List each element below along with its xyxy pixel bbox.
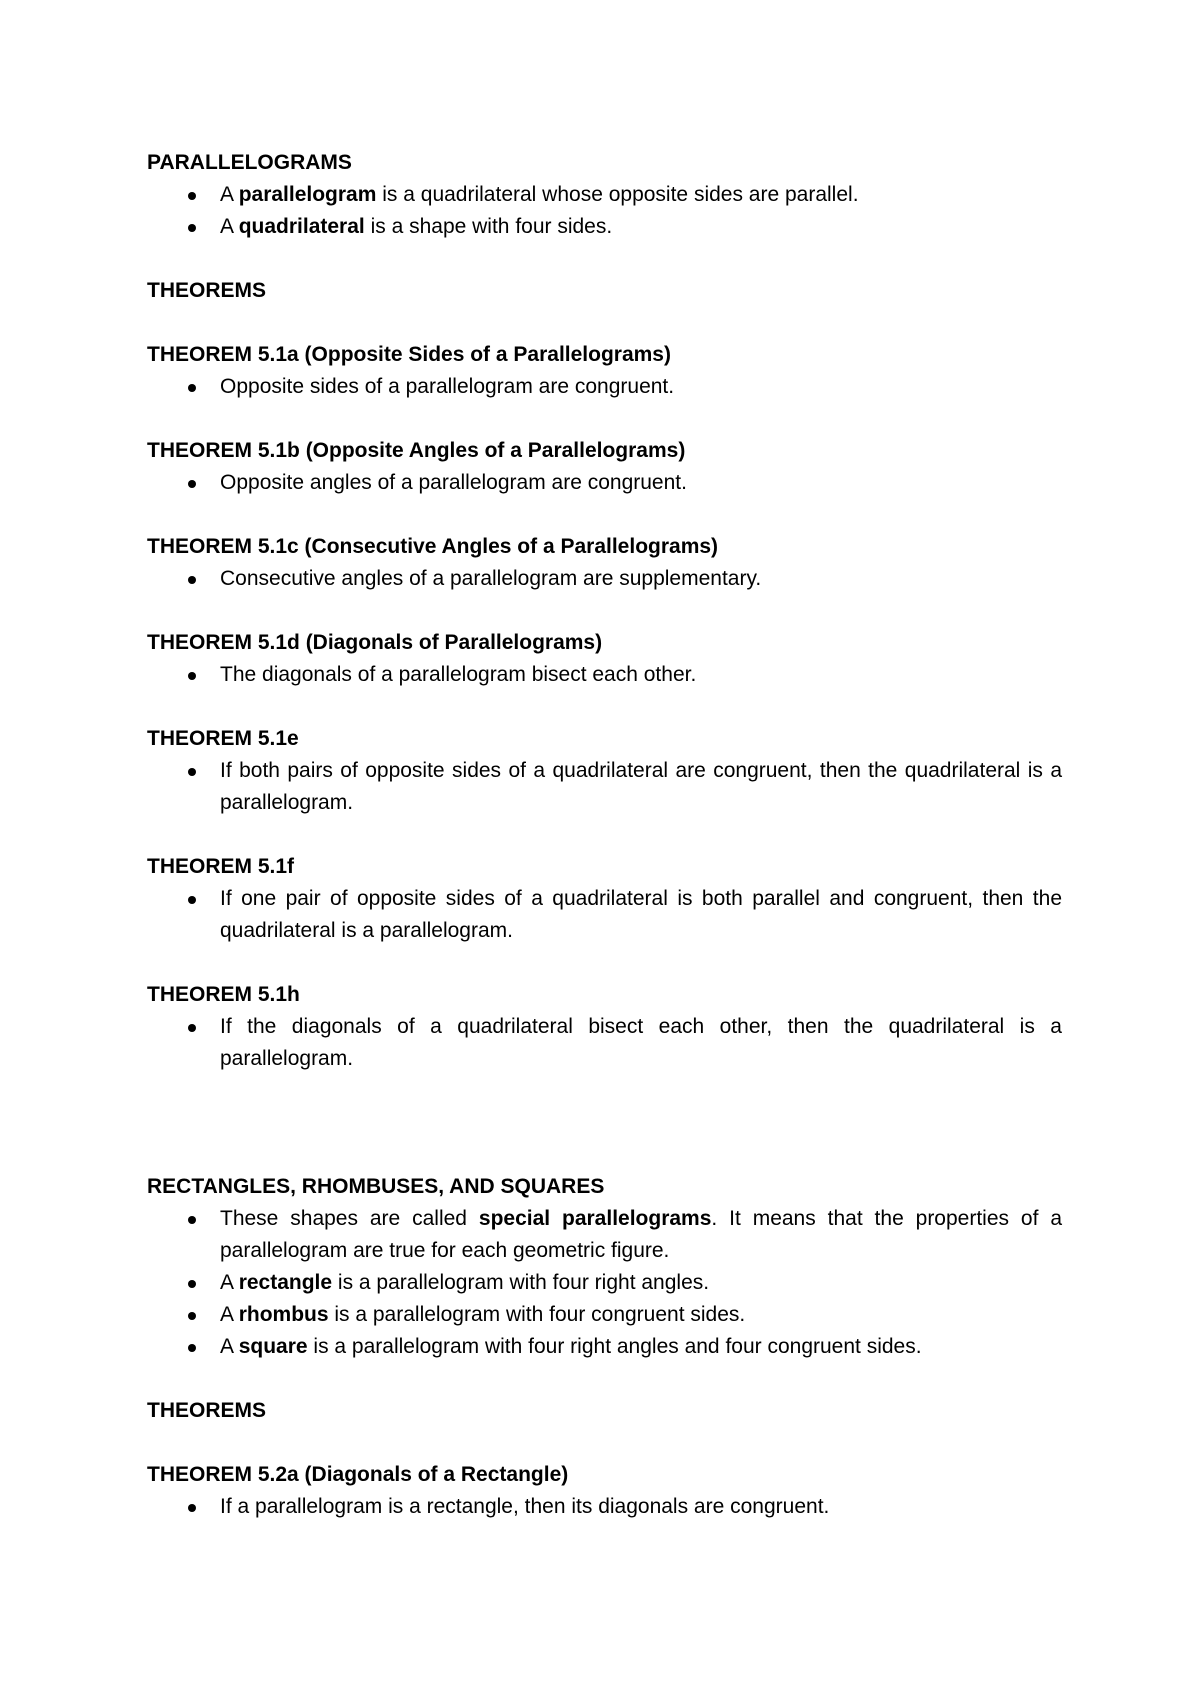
theorem-statement: If one pair of opposite sides of a quadrilateral is both parallel and congruent, then the quadrilateral is a parallelogram.	[147, 883, 1062, 947]
theorem-title: THEOREM 5.1h	[147, 983, 300, 1006]
theorem-title: THEOREM 5.1f	[147, 855, 295, 878]
term-parallelogram: parallelogram	[238, 183, 377, 206]
definition-list	[147, 179, 1062, 243]
theorem-title: THEOREM 5.2a (Diagonals of a Rectangle)	[147, 1463, 569, 1486]
list-item: These shapes are called special parallelograms. It means that the properties of a parallelogram are true for each geometric figure.	[147, 1203, 1062, 1267]
theorem-title: THEOREM 5.1e	[147, 727, 299, 750]
theorem-title: THEOREM 5.1d (Diagonals of Parallelograms)	[147, 631, 603, 654]
term-rectangle: rectangle	[238, 1271, 333, 1294]
term-special-parallelograms: special parallelograms	[478, 1207, 712, 1230]
theorem-statement: The diagonals of a parallelogram bisect each other.	[147, 659, 1062, 691]
theorem-statement: If both pairs of opposite sides of a quadrilateral are congruent, then the quadrilateral is a parallelogram.	[147, 755, 1062, 819]
theorem-statement: If the diagonals of a quadrilateral bisect each other, then the quadrilateral is a parallelogram.	[147, 1011, 1062, 1075]
list-item: A square is a parallelogram with four right angles and four congruent sides.	[147, 1331, 1062, 1363]
theorem-statement: Opposite angles of a parallelogram are congruent.	[147, 467, 1062, 499]
section-title-special-parallelograms: RECTANGLES, RHOMBUSES, AND SQUARES	[147, 1175, 605, 1198]
term-rhombus: rhombus	[238, 1303, 329, 1326]
theorems-label: THEOREMS	[147, 279, 267, 302]
section-title-parallelograms: PARALLELOGRAMS	[147, 151, 352, 174]
theorem-title: THEOREM 5.1c (Consecutive Angles of a Parallelograms)	[147, 535, 719, 558]
list-item: A parallelogram is a quadrilateral whose opposite sides are parallel.	[147, 179, 1062, 211]
term-square: square	[238, 1335, 308, 1358]
definition-list	[147, 1203, 1062, 1363]
term-quadrilateral: quadrilateral	[238, 215, 365, 238]
theorems-label: THEOREMS	[147, 1399, 267, 1422]
theorem-statement: Consecutive angles of a parallelogram are supplementary.	[147, 563, 1062, 595]
theorem-statement: If a parallelogram is a rectangle, then its diagonals are congruent.	[147, 1491, 1062, 1523]
list-item: A rectangle is a parallelogram with four right angles.	[147, 1267, 1062, 1299]
list-item: A rhombus is a parallelogram with four congruent sides.	[147, 1299, 1062, 1331]
theorem-statement: Opposite sides of a parallelogram are congruent.	[147, 371, 1062, 403]
document-page	[147, 147, 1062, 1523]
theorem-title: THEOREM 5.1a (Opposite Sides of a Parallelograms)	[147, 343, 671, 366]
list-item: A quadrilateral is a shape with four sides.	[147, 211, 1062, 243]
theorem-title: THEOREM 5.1b (Opposite Angles of a Parallelograms)	[147, 439, 686, 462]
